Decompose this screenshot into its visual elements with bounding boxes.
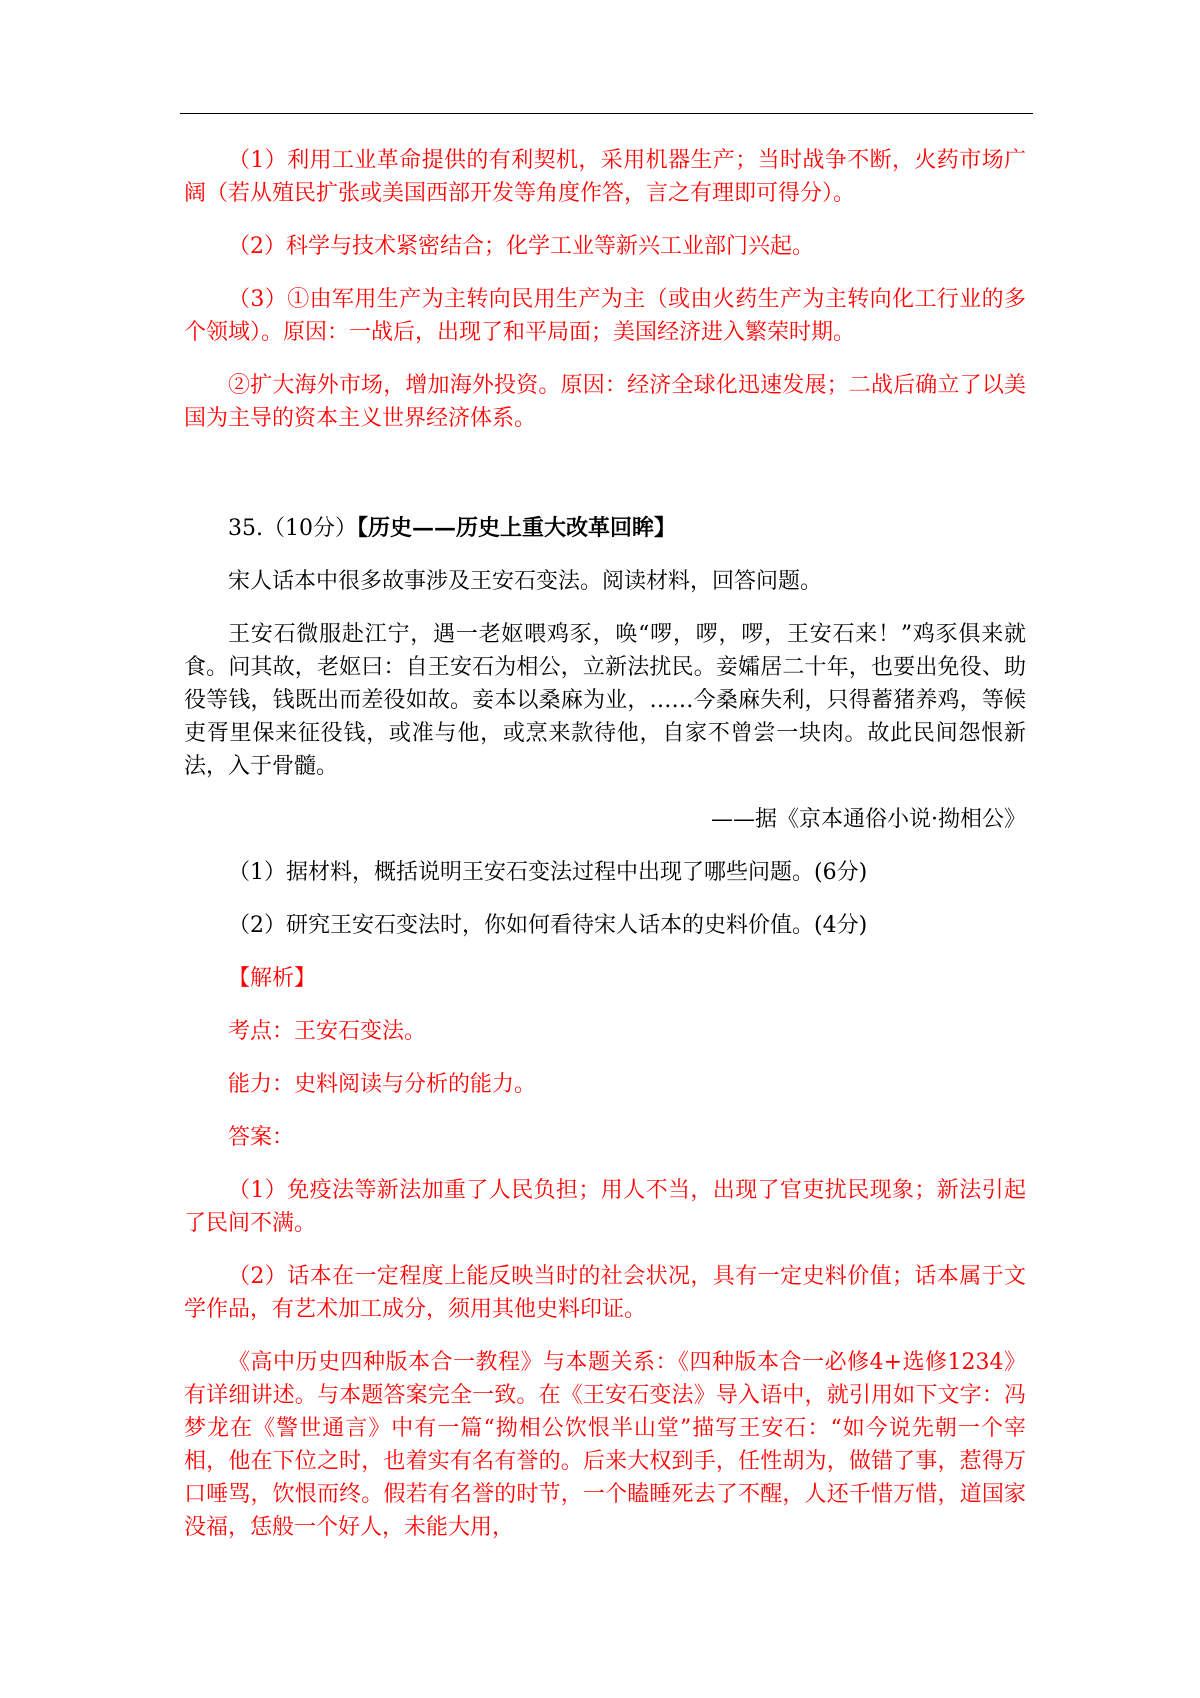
prev-answer-3: （3）①由军用生产为主转向民用生产为主（或由火药生产为主转向化工行业的多个领域）。原因：一战后，出现了和平局面；美国经济进入繁荣时期。 (184, 287, 1026, 345)
analysis-daan: 答案： (228, 1125, 295, 1150)
analysis-heading: 【解析】 (228, 966, 317, 991)
answer-2: （2）话本在一定程度上能反映当时的社会状况，具有一定史料价值；话本属于文学作品，有艺术加工成分，须用其他史料印证。 (184, 1264, 1026, 1322)
analysis-nengli: 能力：史料阅读与分析的能力。 (228, 1072, 537, 1097)
question-heading (184, 512, 1026, 545)
header-rule (180, 113, 1033, 114)
analysis-kaodian: 考点：王安石变法。 (228, 1019, 427, 1044)
question-material: 王安石微服赴江宁，遇一老妪喂鸡豕，唤“啰，啰，啰，王安石来！”鸡豕俱来就食。问其故，老妪曰：自王安石为相公，立新法扰民。妾孀居二十年，也要出免役、助役等钱，钱既出而差役如故。妾本以桑麻为业，……今桑麻失利，只得蓄猪养鸡，等候吏胥里保来征役钱，或准与他，或烹来款待他，自家不曾尝一块肉。故此民间怨恨新法，入于骨髓。 (184, 622, 1026, 779)
question-2: （2）研究王安石变法时，你如何看待宋人话本的史料价值。(4分) (228, 913, 868, 938)
answer-1: （1）免疫法等新法加重了人民负担；用人不当，出现了官吏扰民现象；新法引起了民间不满。 (184, 1178, 1026, 1236)
section-gap (184, 455, 1026, 512)
textbook-relation: 《高中历史四种版本合一教程》与本题关系：《四种版本合一必修4+选修1234》有详细讲述。与本题答案完全一致。在《王安石变法》导入语中，就引用如下文字：冯梦龙在《警世通言》中有一篇“拗相公饮恨半山堂”描写王安石：“如今说先朝一个宰相，他在下位之时，也着实有名有誉的。后来大权到手，任性胡为，做错了事，惹得万口唾骂，饮恨而终。假若有名誉的时节，一个瞌睡死去了不醒，人还千惜万惜，道国家没福，恁般一个好人，未能大用， (184, 1350, 1026, 1540)
question-intro: 宋人话本中很多故事涉及王安石变法。阅读材料，回答问题。 (228, 569, 823, 594)
question-title: 【历史——历史上重大改革回眸】 (356, 515, 676, 541)
material-source: ——据《京本通俗小说·拗相公》 (711, 807, 1026, 832)
page-content (184, 144, 1026, 1564)
prev-answer-4: ②扩大海外市场，增加海外投资。原因：经济全球化迅速发展；二战后确立了以美国为主导的资本主义世界经济体系。 (184, 373, 1026, 431)
question-1: （1）据材料，概括说明王安石变法过程中出现了哪些问题。(6分) (228, 860, 868, 885)
question-number: 35.（10分） (228, 516, 357, 541)
prev-answer-2: （2）科学与技术紧密结合；化学工业等新兴工业部门兴起。 (228, 234, 814, 259)
prev-answer-1: （1）利用工业革命提供的有利契机，采用机器生产；当时战争不断，火药市场广阔（若从殖民扩张或美国西部开发等角度作答，言之有理即可得分）。 (184, 148, 1026, 206)
